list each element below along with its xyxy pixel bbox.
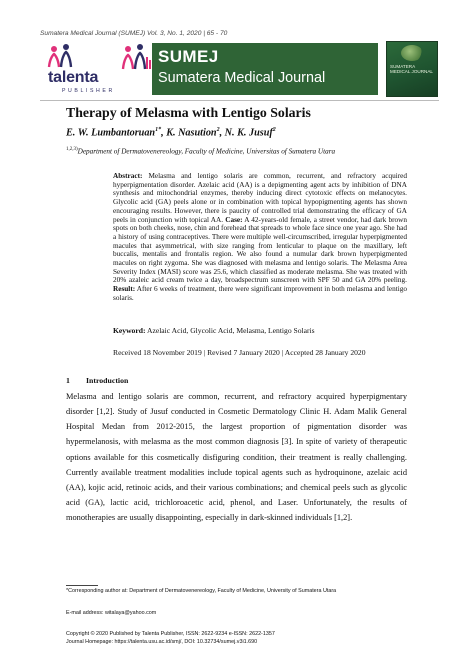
keywords-text: Azelaic Acid, Glycolic Acid, Melasma, Lentigo Solaris bbox=[146, 326, 315, 335]
copyright-notice bbox=[66, 630, 426, 646]
keywords-label: Keyword: bbox=[113, 326, 146, 335]
talenta-wordmark: talenta bbox=[48, 69, 99, 86]
result-label: Result: bbox=[113, 285, 136, 294]
keywords bbox=[113, 326, 413, 335]
journal-full-name: Sumatera Medical Journal bbox=[158, 70, 326, 86]
journal-masthead bbox=[36, 41, 440, 99]
abstract-case: A 42-years-old female, a street vendor, had dark brown spots on both cheeks, nose, chin and forehead that spreads to whole face since one year ago. She had a history of using contraceptives. There were multiple well-circumscribed, irregular hyperpigmented macules that asymmetrical, with size ranging from lenticular to plaque on the maxillary, left buccalis, mentalis and frontalis region. We also found a numular dark brown hyperpigmented macules on right zygoma. She was diagnosed with melasma and lentigo solaris. The Melasma Area Severity Index (MASI) score was 25.6, which classified as moderate melasma. She was treated with 20% azaleic acid cream twice a day, broadspectrum sunscreen with SPF 50 and GA 20% peeling. bbox=[113, 215, 407, 285]
email-address[interactable]: E-mail address: witalaya@yahoo.com bbox=[66, 610, 157, 616]
author-name: K. Nasution bbox=[166, 127, 217, 139]
intro-sentence: Study of Jusuf conducted in bbox=[117, 407, 215, 417]
journal-abbreviation: SUMEJ bbox=[158, 47, 219, 66]
abstract-label: Abstract: bbox=[113, 172, 143, 180]
section-title: Introduction bbox=[86, 376, 129, 385]
introduction-paragraph bbox=[66, 389, 407, 525]
author-affil-mark: 2 bbox=[216, 127, 220, 133]
author-affil-mark: 1* bbox=[155, 127, 162, 133]
section-heading bbox=[66, 376, 128, 385]
intro-sentence: Cosmetic Dermatology Clinic H. Adam Malik General Hospital Medan from 2012-2015, the largest proportion of pigmentation disorder was hypermelanosis, with melasma as the most common diagnosis [3]. In spite of variety of therapeutic options available for this cosmetically disfiguring condition, their treatment is really challenging. Currently available treatment modalities include topical agents such as hydroquinone, azelaic acid (AA), kojic acid, retinoic acids, and their various combinations; and chemical peels such as glycolic acid (GA), lactic acid, trichloroacetic acid, phenol, and Laser. Unfortunately, the results of monotherapies are usually disappointing, especially in dark-skinned individuals [1,2]. bbox=[66, 407, 407, 523]
abstract-background: Melasma and lentigo solaris are common, recurrent, and refractory acquired hyperpigmentation disorder. Azelaic acid (AA) is a depigmenting agent acts by inhibition of DNA synthesis and mitochondrial enzymes, thereby inducing direct cytotoxic effects on melanocytes. Glycolic acid (GA) peels alone or in combination with topical hypopigmenting agents has shown encouraging results. However, there is paucity of controlled trial demonstrating the efficacy of GA peels in conjunction with topical AA. bbox=[113, 172, 407, 224]
corresponding-author-footnote: *Corresponding author at: Department of Dermatovenereology, Faculty of Medicine, University of Sumatera Utara bbox=[66, 588, 337, 594]
author-name: N. K. Jusuf bbox=[224, 127, 273, 139]
copyright-line: Copyright © 2020 Published by Talenta Publisher, ISSN: 2622-9234 e-ISSN: 2622-1357 bbox=[66, 631, 275, 637]
talenta-publisher-logo bbox=[36, 43, 156, 95]
author-name: E. W. Lumbantoruan bbox=[66, 127, 156, 139]
author-affil-mark: 2 bbox=[272, 127, 276, 133]
abstract bbox=[113, 172, 407, 303]
affiliation-text: Department of Dermatovenereology, Faculty of Medicine, Universitas of Sumatera Utara bbox=[77, 147, 336, 156]
section-number: 1 bbox=[66, 376, 70, 385]
running-header: Sumatera Medical Journal (SUMEJ) Vol. 3, No. 1, 2020 | 65 - 70 bbox=[40, 30, 228, 37]
author-list: E. W. Lumbantoruan$^{1*}$, K. Nasution$^2$, N. K. Jusuf$^2$ bbox=[66, 127, 276, 139]
intro-sentence: Melasma and lentigo solaris are common, recurrent, and refractory acquired hyperpigmentary disorder [1,2]. bbox=[66, 392, 407, 417]
journal-cover-thumbnail bbox=[386, 41, 438, 97]
cover-emblem-icon bbox=[401, 45, 423, 61]
affiliation-mark: 1,2,3) bbox=[66, 147, 78, 152]
article-dates: Received 18 November 2019 | Revised 7 January 2020 | Accepted 28 January 2020 bbox=[113, 348, 366, 357]
header-divider bbox=[40, 100, 439, 101]
case-label: Case: bbox=[225, 215, 243, 224]
author-affiliation bbox=[66, 147, 446, 155]
abstract-result: After 6 weeks of treatment, there were significant improvement in both melasma and lentigo solaris. bbox=[113, 285, 407, 302]
publisher-tagline: PUBLISHER bbox=[62, 88, 115, 94]
footnote-divider bbox=[66, 585, 98, 586]
journal-banner bbox=[152, 43, 378, 95]
journal-homepage-line[interactable]: Journal Homepage: https://talenta.usu.ac.id/smj/, DOI: 10.32734/sumej.v3i1.690 bbox=[66, 639, 258, 646]
article-title: Therapy of Melasma with Lentigo Solaris bbox=[66, 105, 311, 120]
cover-title: SUMATERA MEDICAL JOURNAL bbox=[390, 64, 433, 74]
